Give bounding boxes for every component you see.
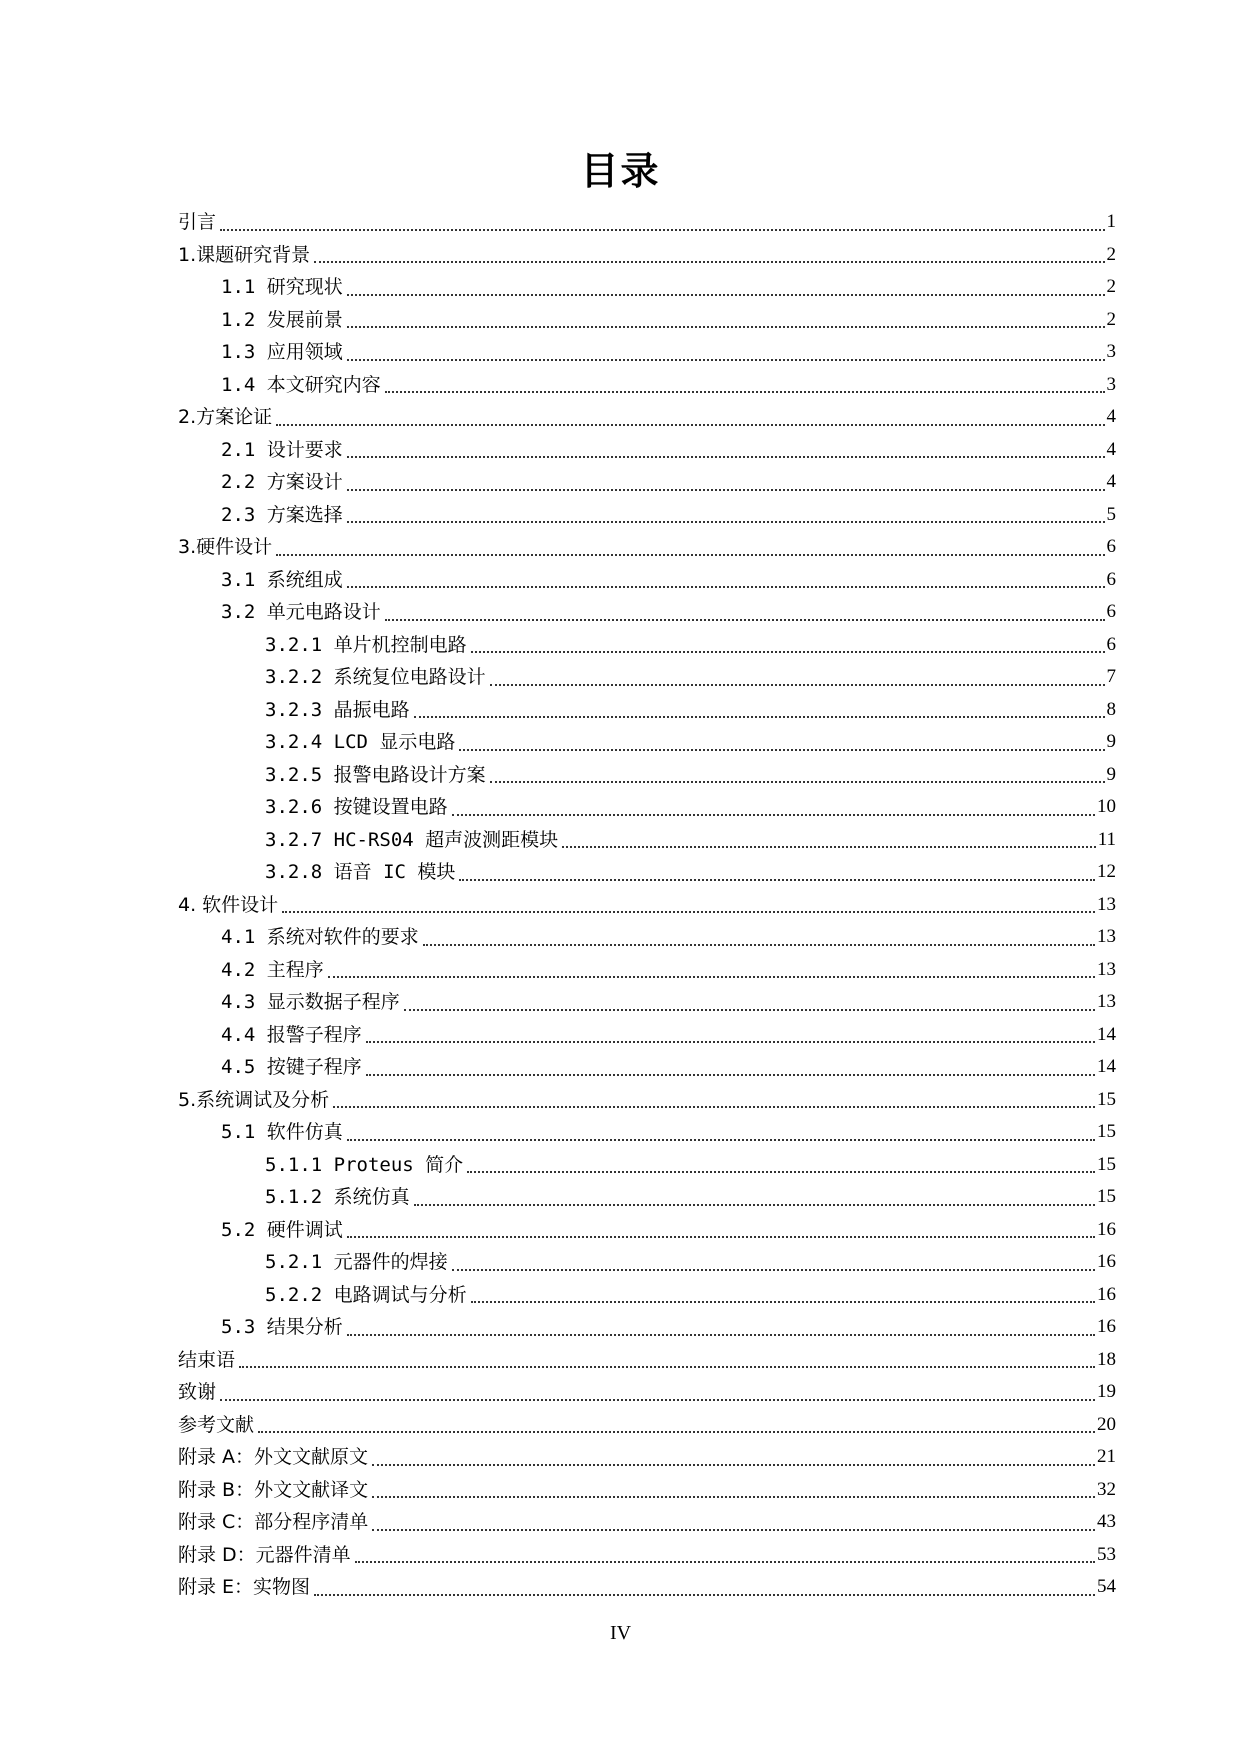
toc-entry-label: 5.系统调试及分析 — [178, 1088, 330, 1111]
toc-entry-page: 2 — [1106, 308, 1116, 330]
toc-entry[interactable] — [178, 1051, 1116, 1084]
toc-dot-leader — [347, 325, 1105, 328]
toc-entry[interactable] — [178, 466, 1116, 499]
toc-dot-leader — [333, 1105, 1095, 1108]
toc-entry[interactable] — [178, 1181, 1116, 1214]
toc-entry-page: 14 — [1097, 1023, 1116, 1045]
toc-dot-leader — [372, 1528, 1095, 1531]
toc-entry-page: 8 — [1106, 698, 1116, 720]
toc-entry[interactable] — [178, 434, 1116, 467]
toc-dot-leader — [347, 293, 1105, 296]
toc-entry-label: 2.2 方案设计 — [221, 471, 343, 493]
toc-entry-label: 3.2.4 LCD 显示电路 — [265, 731, 456, 753]
toc-entry[interactable] — [178, 954, 1116, 987]
toc-entry-label: 3.2.6 按键设置电路 — [265, 796, 448, 818]
toc-entry-label: 1.课题研究背景 — [178, 243, 311, 266]
toc-entry-page: 32 — [1097, 1478, 1116, 1500]
toc-entry-page: 3 — [1106, 373, 1116, 395]
toc-entry-page: 12 — [1097, 861, 1116, 882]
toc-entry[interactable] — [178, 1441, 1116, 1474]
toc-entry[interactable] — [178, 596, 1116, 629]
toc-entry-label: 1.4 本文研究内容 — [221, 373, 381, 396]
toc-entry-page: 13 — [1097, 926, 1116, 947]
page-number: IV — [609, 1622, 632, 1644]
toc-dot-leader — [314, 260, 1104, 263]
toc-entry[interactable] — [178, 1116, 1116, 1149]
toc-dot-leader — [347, 585, 1105, 588]
toc-entry-label: 5.3 结果分析 — [221, 1316, 343, 1338]
toc-dot-leader — [490, 780, 1105, 783]
toc-entry[interactable] — [178, 791, 1116, 824]
toc-entry-label: 3.2.2 系统复位电路设计 — [265, 666, 486, 688]
toc-entry-label: 附录 C：部分程序清单 — [178, 1511, 369, 1533]
toc-entry-page: 6 — [1106, 633, 1116, 655]
toc-entry-page: 16 — [1097, 1218, 1116, 1240]
toc-entry[interactable] — [178, 889, 1116, 922]
toc-entry[interactable] — [178, 1539, 1116, 1572]
toc-entry-label: 2.方案论证 — [178, 406, 273, 428]
toc-dot-leader — [423, 943, 1095, 946]
toc-dot-leader — [404, 1008, 1095, 1011]
toc-entry-label: 4.3 显示数据子程序 — [221, 991, 400, 1013]
toc-dot-leader — [276, 423, 1104, 426]
toc-dot-leader — [347, 455, 1105, 458]
toc-entry-label: 5.2 硬件调试 — [221, 1218, 343, 1241]
toc-entry-page: 5 — [1106, 503, 1116, 525]
toc-entry-page: 19 — [1097, 1381, 1116, 1402]
toc-dot-leader — [471, 650, 1105, 653]
toc-entry-label: 5.1.2 系统仿真 — [265, 1186, 410, 1208]
toc-entry-label: 1.1 研究现状 — [221, 276, 343, 298]
toc-dot-leader — [282, 910, 1095, 913]
toc-entry-label: 引言 — [178, 211, 217, 233]
toc-dot-leader — [452, 813, 1095, 816]
toc-entry-label: 结束语 — [178, 1348, 236, 1371]
toc-entry-label: 3.2.5 报警电路设计方案 — [265, 763, 486, 786]
toc-dot-leader — [414, 1203, 1095, 1206]
toc-entry-label: 参考文献 — [178, 1413, 255, 1436]
toc-entry-label: 3.2.3 晶振电路 — [265, 698, 410, 721]
toc-entry[interactable] — [178, 1376, 1116, 1409]
toc-entry[interactable] — [178, 1474, 1116, 1507]
toc-entry[interactable] — [178, 1214, 1116, 1247]
toc-entry-page: 10 — [1097, 796, 1116, 817]
toc-entry-page: 13 — [1097, 893, 1116, 915]
toc-entry-page: 16 — [1097, 1251, 1116, 1272]
toc-entry-page: 6 — [1106, 601, 1116, 622]
toc-dot-leader — [459, 748, 1104, 751]
table-of-contents — [178, 206, 1116, 1604]
toc-dot-leader — [347, 520, 1105, 523]
toc-dot-leader — [385, 618, 1105, 621]
toc-entry-label: 4.4 报警子程序 — [221, 1023, 362, 1046]
toc-entry[interactable] — [178, 1571, 1116, 1604]
toc-dot-leader — [328, 975, 1095, 978]
toc-entry-label: 3.2 单元电路设计 — [221, 601, 381, 623]
toc-entry-page: 13 — [1097, 958, 1116, 980]
toc-entry-page: 4 — [1106, 471, 1116, 492]
toc-entry-page: 13 — [1097, 991, 1116, 1012]
toc-dot-leader — [258, 1430, 1095, 1433]
toc-dot-leader — [385, 390, 1105, 393]
toc-entry-label: 3.2.8 语音 IC 模块 — [265, 861, 456, 883]
toc-dot-leader — [347, 1138, 1095, 1141]
toc-dot-leader — [459, 878, 1095, 881]
toc-entry-page: 16 — [1097, 1316, 1116, 1337]
toc-dot-leader — [452, 1268, 1095, 1271]
toc-dot-leader — [314, 1593, 1095, 1596]
toc-dot-leader — [347, 1333, 1095, 1336]
toc-entry-label: 3.2.1 单片机控制电路 — [265, 633, 467, 656]
toc-dot-leader — [220, 1398, 1095, 1401]
toc-dot-leader — [347, 358, 1105, 361]
toc-dot-leader — [366, 1040, 1095, 1043]
toc-entry[interactable] — [178, 661, 1116, 694]
toc-entry[interactable] — [178, 1149, 1116, 1182]
toc-entry[interactable] — [178, 271, 1116, 304]
toc-entry-label: 4. 软件设计 — [178, 893, 279, 916]
toc-dot-leader — [347, 488, 1105, 491]
toc-entry-page: 4 — [1106, 438, 1116, 460]
toc-entry-label: 3.2.7 HC-RS04 超声波测距模块 — [265, 828, 559, 851]
toc-entry-page: 6 — [1106, 568, 1116, 590]
toc-entry-label: 5.1 软件仿真 — [221, 1121, 343, 1143]
toc-entry-page: 15 — [1097, 1186, 1116, 1207]
toc-entry-label: 3.1 系统组成 — [221, 568, 343, 591]
toc-entry-page: 14 — [1097, 1056, 1116, 1077]
toc-entry-page: 21 — [1097, 1446, 1116, 1467]
toc-entry[interactable] — [178, 239, 1116, 272]
toc-entry[interactable] — [178, 1084, 1116, 1117]
toc-entry[interactable] — [178, 369, 1116, 402]
toc-entry-page: 15 — [1097, 1153, 1116, 1175]
toc-entry[interactable] — [178, 499, 1116, 532]
toc-entry-page: 20 — [1097, 1413, 1116, 1435]
page-title: 目录 — [580, 149, 661, 193]
toc-entry[interactable] — [178, 1409, 1116, 1442]
toc-dot-leader — [372, 1463, 1095, 1466]
toc-entry[interactable] — [178, 759, 1116, 792]
toc-entry[interactable] — [178, 1246, 1116, 1279]
toc-entry-page: 18 — [1097, 1348, 1116, 1370]
toc-entry-label: 附录 B：外文文献译文 — [178, 1478, 369, 1501]
toc-entry-label: 附录 E：实物图 — [178, 1576, 311, 1598]
toc-entry-page: 9 — [1106, 731, 1116, 752]
toc-dot-leader — [372, 1495, 1095, 1498]
toc-entry-page: 4 — [1106, 406, 1116, 427]
toc-entry-page: 2 — [1106, 276, 1116, 297]
toc-dot-leader — [366, 1073, 1095, 1076]
toc-entry-page: 11 — [1097, 828, 1116, 850]
toc-entry-page: 9 — [1106, 763, 1116, 785]
toc-dot-leader — [220, 228, 1104, 231]
toc-entry[interactable] — [178, 1279, 1116, 1312]
toc-entry-page: 15 — [1097, 1121, 1116, 1142]
toc-entry[interactable] — [178, 206, 1116, 239]
toc-entry-page: 6 — [1106, 536, 1116, 557]
toc-entry[interactable] — [178, 401, 1116, 434]
toc-entry-page: 3 — [1106, 341, 1116, 362]
toc-entry[interactable] — [178, 1311, 1116, 1344]
toc-entry-label: 5.1.1 Proteus 简介 — [265, 1153, 464, 1176]
toc-dot-leader — [562, 845, 1096, 848]
toc-dot-leader — [239, 1365, 1095, 1368]
toc-entry[interactable] — [178, 564, 1116, 597]
toc-dot-leader — [490, 683, 1105, 686]
toc-entry-label: 4.2 主程序 — [221, 958, 324, 981]
toc-entry[interactable] — [178, 336, 1116, 369]
toc-entry[interactable] — [178, 1344, 1116, 1377]
toc-entry[interactable] — [178, 986, 1116, 1019]
toc-entry-label: 4.1 系统对软件的要求 — [221, 926, 419, 948]
toc-dot-leader — [467, 1170, 1095, 1173]
toc-entry[interactable] — [178, 531, 1116, 564]
toc-entry-page: 53 — [1097, 1543, 1116, 1565]
toc-dot-leader — [355, 1560, 1095, 1563]
toc-entry-label: 3.硬件设计 — [178, 536, 273, 558]
toc-dot-leader — [276, 553, 1104, 556]
toc-entry-label: 致谢 — [178, 1381, 217, 1403]
toc-entry[interactable] — [178, 1019, 1116, 1052]
toc-entry-page: 43 — [1097, 1511, 1116, 1532]
toc-entry-label: 2.1 设计要求 — [221, 438, 343, 461]
toc-entry[interactable] — [178, 856, 1116, 889]
toc-entry[interactable] — [178, 726, 1116, 759]
toc-entry-page: 15 — [1097, 1088, 1116, 1110]
toc-entry-label: 2.3 方案选择 — [221, 503, 343, 526]
toc-entry-label: 附录 D：元器件清单 — [178, 1543, 351, 1566]
toc-dot-leader — [471, 1300, 1095, 1303]
toc-dot-leader — [347, 1235, 1095, 1238]
toc-entry-page: 16 — [1097, 1283, 1116, 1305]
toc-entry-page: 7 — [1106, 666, 1116, 687]
toc-entry-label: 附录 A：外文文献原文 — [178, 1446, 369, 1468]
toc-entry[interactable] — [178, 921, 1116, 954]
toc-entry[interactable] — [178, 304, 1116, 337]
toc-entry-label: 5.2.1 元器件的焊接 — [265, 1251, 448, 1273]
toc-entry-label: 4.5 按键子程序 — [221, 1056, 362, 1078]
toc-dot-leader — [414, 715, 1105, 718]
toc-entry[interactable] — [178, 694, 1116, 727]
toc-entry[interactable] — [178, 824, 1116, 857]
toc-entry-page: 1 — [1106, 211, 1116, 232]
toc-entry-page: 2 — [1106, 243, 1116, 265]
toc-entry-label: 1.2 发展前景 — [221, 308, 343, 331]
toc-entry[interactable] — [178, 629, 1116, 662]
toc-entry-label: 1.3 应用领域 — [221, 341, 343, 363]
toc-entry[interactable] — [178, 1506, 1116, 1539]
toc-entry-label: 5.2.2 电路调试与分析 — [265, 1283, 467, 1306]
toc-entry-page: 54 — [1097, 1576, 1116, 1597]
